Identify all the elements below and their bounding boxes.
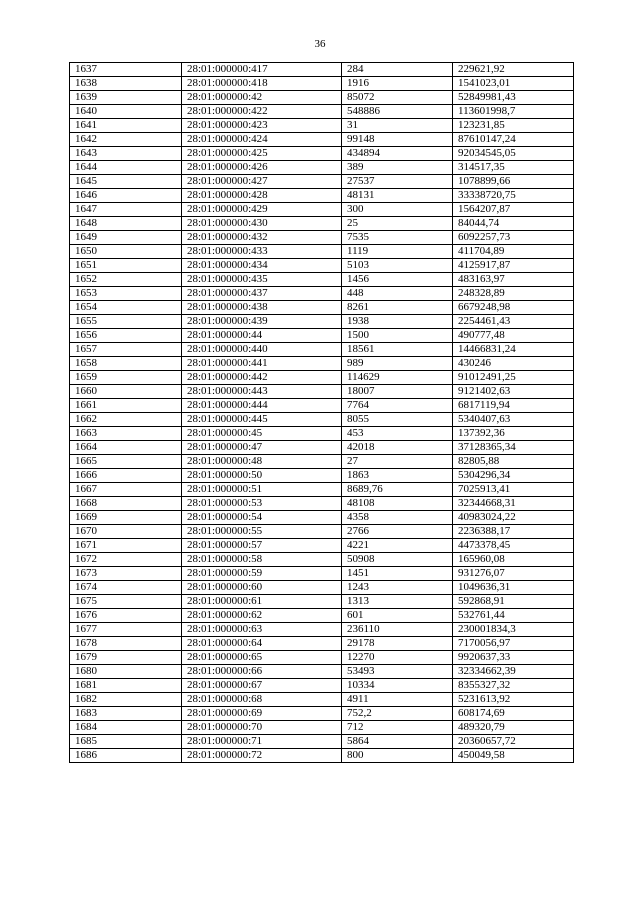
cadastral-number-cell: 28:01:000000:427 — [182, 175, 342, 189]
row-number-cell: 1685 — [70, 735, 182, 749]
table-row — [70, 133, 574, 147]
table-row — [70, 581, 574, 595]
value-cell: 931276,07 — [453, 567, 574, 581]
value-cell: 5304296,34 — [453, 469, 574, 483]
value-cell: 6817119,94 — [453, 399, 574, 413]
row-number-cell: 1676 — [70, 609, 182, 623]
row-number-cell: 1650 — [70, 245, 182, 259]
value-cell: 165960,08 — [453, 553, 574, 567]
value-cell: 2254461,43 — [453, 315, 574, 329]
table-row — [70, 63, 574, 77]
row-number-cell: 1679 — [70, 651, 182, 665]
table-row — [70, 371, 574, 385]
value-cell: 82805,88 — [453, 455, 574, 469]
row-number-cell: 1664 — [70, 441, 182, 455]
cadastral-number-cell: 28:01:000000:437 — [182, 287, 342, 301]
row-number-cell: 1674 — [70, 581, 182, 595]
table-row — [70, 539, 574, 553]
area-cell: 48131 — [342, 189, 453, 203]
cadastral-number-cell: 28:01:000000:430 — [182, 217, 342, 231]
row-number-cell: 1641 — [70, 119, 182, 133]
table-row — [70, 91, 574, 105]
cadastral-number-cell: 28:01:000000:57 — [182, 539, 342, 553]
area-cell: 1916 — [342, 77, 453, 91]
area-cell: 10334 — [342, 679, 453, 693]
value-cell: 5340407,63 — [453, 413, 574, 427]
cadastral-number-cell: 28:01:000000:50 — [182, 469, 342, 483]
row-number-cell: 1682 — [70, 693, 182, 707]
cadastral-number-cell: 28:01:000000:66 — [182, 665, 342, 679]
value-cell: 1078899,66 — [453, 175, 574, 189]
value-cell: 489320,79 — [453, 721, 574, 735]
value-cell: 33338720,75 — [453, 189, 574, 203]
row-number-cell: 1673 — [70, 567, 182, 581]
area-cell: 42018 — [342, 441, 453, 455]
table-row — [70, 609, 574, 623]
cadastral-number-cell: 28:01:000000:444 — [182, 399, 342, 413]
value-cell: 1541023,01 — [453, 77, 574, 91]
cadastral-number-cell: 28:01:000000:438 — [182, 301, 342, 315]
table-row — [70, 441, 574, 455]
row-number-cell: 1638 — [70, 77, 182, 91]
cadastral-number-cell: 28:01:000000:58 — [182, 553, 342, 567]
table-row — [70, 189, 574, 203]
value-cell: 91012491,25 — [453, 371, 574, 385]
cadastral-number-cell: 28:01:000000:423 — [182, 119, 342, 133]
area-cell: 18007 — [342, 385, 453, 399]
row-number-cell: 1651 — [70, 259, 182, 273]
row-number-cell: 1642 — [70, 133, 182, 147]
area-cell: 1500 — [342, 329, 453, 343]
table-row — [70, 735, 574, 749]
value-cell: 1049636,31 — [453, 581, 574, 595]
area-cell: 1243 — [342, 581, 453, 595]
table-row — [70, 497, 574, 511]
row-number-cell: 1678 — [70, 637, 182, 651]
value-cell: 314517,35 — [453, 161, 574, 175]
area-cell: 284 — [342, 63, 453, 77]
value-cell: 490777,48 — [453, 329, 574, 343]
table-row — [70, 455, 574, 469]
area-cell: 99148 — [342, 133, 453, 147]
cadastral-number-cell: 28:01:000000:418 — [182, 77, 342, 91]
row-number-cell: 1637 — [70, 63, 182, 77]
cadastral-number-cell: 28:01:000000:72 — [182, 749, 342, 763]
cadastral-number-cell: 28:01:000000:445 — [182, 413, 342, 427]
area-cell: 29178 — [342, 637, 453, 651]
row-number-cell: 1644 — [70, 161, 182, 175]
area-cell: 50908 — [342, 553, 453, 567]
area-cell: 1456 — [342, 273, 453, 287]
table-row — [70, 749, 574, 763]
table-row — [70, 301, 574, 315]
table-row — [70, 595, 574, 609]
row-number-cell: 1684 — [70, 721, 182, 735]
value-cell: 9121402,63 — [453, 385, 574, 399]
table-row — [70, 413, 574, 427]
area-cell: 1863 — [342, 469, 453, 483]
value-cell: 7025913,41 — [453, 483, 574, 497]
value-cell: 2236388,17 — [453, 525, 574, 539]
area-cell: 448 — [342, 287, 453, 301]
cadastral-number-cell: 28:01:000000:62 — [182, 609, 342, 623]
cadastral-number-cell: 28:01:000000:428 — [182, 189, 342, 203]
value-cell: 92034545,05 — [453, 147, 574, 161]
cadastral-number-cell: 28:01:000000:53 — [182, 497, 342, 511]
value-cell: 532761,44 — [453, 609, 574, 623]
cadastral-number-cell: 28:01:000000:59 — [182, 567, 342, 581]
cadastral-number-cell: 28:01:000000:439 — [182, 315, 342, 329]
row-number-cell: 1654 — [70, 301, 182, 315]
value-cell: 229621,92 — [453, 63, 574, 77]
area-cell: 12270 — [342, 651, 453, 665]
area-cell: 53493 — [342, 665, 453, 679]
value-cell: 7170056,97 — [453, 637, 574, 651]
area-cell: 989 — [342, 357, 453, 371]
cadastral-number-cell: 28:01:000000:61 — [182, 595, 342, 609]
cadastral-number-cell: 28:01:000000:63 — [182, 623, 342, 637]
table-row — [70, 637, 574, 651]
area-cell: 453 — [342, 427, 453, 441]
area-cell: 548886 — [342, 105, 453, 119]
area-cell: 8055 — [342, 413, 453, 427]
row-number-cell: 1671 — [70, 539, 182, 553]
row-number-cell: 1640 — [70, 105, 182, 119]
table-row — [70, 203, 574, 217]
row-number-cell: 1655 — [70, 315, 182, 329]
value-cell: 40983024,22 — [453, 511, 574, 525]
area-cell: 1451 — [342, 567, 453, 581]
value-cell: 411704,89 — [453, 245, 574, 259]
table-row — [70, 483, 574, 497]
value-cell: 248328,89 — [453, 287, 574, 301]
cadastral-number-cell: 28:01:000000:69 — [182, 707, 342, 721]
row-number-cell: 1639 — [70, 91, 182, 105]
value-cell: 430246 — [453, 357, 574, 371]
cadastral-number-cell: 28:01:000000:440 — [182, 343, 342, 357]
area-cell: 1938 — [342, 315, 453, 329]
row-number-cell: 1686 — [70, 749, 182, 763]
table-row — [70, 259, 574, 273]
row-number-cell: 1647 — [70, 203, 182, 217]
area-cell: 85072 — [342, 91, 453, 105]
area-cell: 7535 — [342, 231, 453, 245]
area-cell: 7764 — [342, 399, 453, 413]
area-cell: 752,2 — [342, 707, 453, 721]
table-row — [70, 679, 574, 693]
area-cell: 1313 — [342, 595, 453, 609]
cadastral-number-cell: 28:01:000000:60 — [182, 581, 342, 595]
area-cell: 8689,76 — [342, 483, 453, 497]
area-cell: 389 — [342, 161, 453, 175]
value-cell: 5231613,92 — [453, 693, 574, 707]
area-cell: 434894 — [342, 147, 453, 161]
area-cell: 601 — [342, 609, 453, 623]
row-number-cell: 1658 — [70, 357, 182, 371]
table-row — [70, 567, 574, 581]
row-number-cell: 1653 — [70, 287, 182, 301]
area-cell: 5864 — [342, 735, 453, 749]
cadastral-number-cell: 28:01:000000:425 — [182, 147, 342, 161]
table-row — [70, 707, 574, 721]
cadastral-number-cell: 28:01:000000:417 — [182, 63, 342, 77]
area-cell: 48108 — [342, 497, 453, 511]
value-cell: 20360657,72 — [453, 735, 574, 749]
table-row — [70, 665, 574, 679]
cadastral-number-cell: 28:01:000000:426 — [182, 161, 342, 175]
area-cell: 2766 — [342, 525, 453, 539]
table-row — [70, 357, 574, 371]
table-row — [70, 273, 574, 287]
table-row — [70, 315, 574, 329]
table-row — [70, 623, 574, 637]
cadastral-number-cell: 28:01:000000:55 — [182, 525, 342, 539]
row-number-cell: 1668 — [70, 497, 182, 511]
row-number-cell: 1657 — [70, 343, 182, 357]
value-cell: 8355327,32 — [453, 679, 574, 693]
row-number-cell: 1670 — [70, 525, 182, 539]
area-cell: 712 — [342, 721, 453, 735]
area-cell: 31 — [342, 119, 453, 133]
cadastral-number-cell: 28:01:000000:435 — [182, 273, 342, 287]
table-row — [70, 469, 574, 483]
cadastral-number-cell: 28:01:000000:429 — [182, 203, 342, 217]
table-row — [70, 231, 574, 245]
cadastral-number-cell: 28:01:000000:71 — [182, 735, 342, 749]
value-cell: 123231,85 — [453, 119, 574, 133]
value-cell: 87610147,24 — [453, 133, 574, 147]
row-number-cell: 1649 — [70, 231, 182, 245]
cadastral-number-cell: 28:01:000000:424 — [182, 133, 342, 147]
table-row — [70, 721, 574, 735]
table-row — [70, 119, 574, 133]
cadastral-number-cell: 28:01:000000:70 — [182, 721, 342, 735]
cadastral-number-cell: 28:01:000000:422 — [182, 105, 342, 119]
value-cell: 4125917,87 — [453, 259, 574, 273]
area-cell: 114629 — [342, 371, 453, 385]
value-cell: 32344668,31 — [453, 497, 574, 511]
row-number-cell: 1648 — [70, 217, 182, 231]
cadastral-number-cell: 28:01:000000:67 — [182, 679, 342, 693]
row-number-cell: 1672 — [70, 553, 182, 567]
value-cell: 52849981,43 — [453, 91, 574, 105]
table-row — [70, 385, 574, 399]
value-cell: 608174,69 — [453, 707, 574, 721]
row-number-cell: 1683 — [70, 707, 182, 721]
value-cell: 450049,58 — [453, 749, 574, 763]
area-cell: 4358 — [342, 511, 453, 525]
area-cell: 4911 — [342, 693, 453, 707]
row-number-cell: 1663 — [70, 427, 182, 441]
table-row — [70, 77, 574, 91]
row-number-cell: 1645 — [70, 175, 182, 189]
table-row — [70, 651, 574, 665]
area-cell: 27537 — [342, 175, 453, 189]
value-cell: 113601998,7 — [453, 105, 574, 119]
row-number-cell: 1643 — [70, 147, 182, 161]
table-row — [70, 329, 574, 343]
data-table — [69, 62, 574, 763]
value-cell: 483163,97 — [453, 273, 574, 287]
area-cell: 8261 — [342, 301, 453, 315]
row-number-cell: 1666 — [70, 469, 182, 483]
value-cell: 6092257,73 — [453, 231, 574, 245]
row-number-cell: 1681 — [70, 679, 182, 693]
table-row — [70, 693, 574, 707]
table-row — [70, 427, 574, 441]
area-cell: 300 — [342, 203, 453, 217]
cadastral-number-cell: 28:01:000000:54 — [182, 511, 342, 525]
value-cell: 84044,74 — [453, 217, 574, 231]
value-cell: 6679248,98 — [453, 301, 574, 315]
row-number-cell: 1659 — [70, 371, 182, 385]
table-row — [70, 147, 574, 161]
value-cell: 32334662,39 — [453, 665, 574, 679]
cadastral-number-cell: 28:01:000000:442 — [182, 371, 342, 385]
value-cell: 9920637,33 — [453, 651, 574, 665]
area-cell: 4221 — [342, 539, 453, 553]
row-number-cell: 1660 — [70, 385, 182, 399]
area-cell: 25 — [342, 217, 453, 231]
cadastral-number-cell: 28:01:000000:434 — [182, 259, 342, 273]
value-cell: 137392,36 — [453, 427, 574, 441]
cadastral-number-cell: 28:01:000000:51 — [182, 483, 342, 497]
cadastral-number-cell: 28:01:000000:432 — [182, 231, 342, 245]
area-cell: 236110 — [342, 623, 453, 637]
table-row — [70, 161, 574, 175]
value-cell: 230001834,3 — [453, 623, 574, 637]
table-row — [70, 245, 574, 259]
value-cell: 592868,91 — [453, 595, 574, 609]
cadastral-number-cell: 28:01:000000:44 — [182, 329, 342, 343]
cadastral-number-cell: 28:01:000000:441 — [182, 357, 342, 371]
row-number-cell: 1667 — [70, 483, 182, 497]
cadastral-number-cell: 28:01:000000:42 — [182, 91, 342, 105]
table-row — [70, 175, 574, 189]
row-number-cell: 1646 — [70, 189, 182, 203]
cadastral-number-cell: 28:01:000000:47 — [182, 441, 342, 455]
row-number-cell: 1661 — [70, 399, 182, 413]
row-number-cell: 1652 — [70, 273, 182, 287]
page-number: 36 — [314, 38, 326, 50]
row-number-cell: 1680 — [70, 665, 182, 679]
cadastral-number-cell: 28:01:000000:48 — [182, 455, 342, 469]
table-row — [70, 343, 574, 357]
area-cell: 5103 — [342, 259, 453, 273]
cadastral-number-cell: 28:01:000000:68 — [182, 693, 342, 707]
value-cell: 4473378,45 — [453, 539, 574, 553]
cadastral-number-cell: 28:01:000000:45 — [182, 427, 342, 441]
value-cell: 1564207,87 — [453, 203, 574, 217]
value-cell: 14466831,24 — [453, 343, 574, 357]
table-row — [70, 525, 574, 539]
table-row — [70, 511, 574, 525]
table-row — [70, 105, 574, 119]
row-number-cell: 1677 — [70, 623, 182, 637]
table-row — [70, 287, 574, 301]
row-number-cell: 1662 — [70, 413, 182, 427]
table-row — [70, 217, 574, 231]
table-row — [70, 553, 574, 567]
cadastral-number-cell: 28:01:000000:443 — [182, 385, 342, 399]
row-number-cell: 1675 — [70, 595, 182, 609]
row-number-cell: 1669 — [70, 511, 182, 525]
cadastral-number-cell: 28:01:000000:64 — [182, 637, 342, 651]
area-cell: 18561 — [342, 343, 453, 357]
row-number-cell: 1665 — [70, 455, 182, 469]
cadastral-number-cell: 28:01:000000:433 — [182, 245, 342, 259]
row-number-cell: 1656 — [70, 329, 182, 343]
value-cell: 37128365,34 — [453, 441, 574, 455]
table-body — [70, 63, 574, 763]
cadastral-number-cell: 28:01:000000:65 — [182, 651, 342, 665]
table-row — [70, 399, 574, 413]
area-cell: 800 — [342, 749, 453, 763]
area-cell: 27 — [342, 455, 453, 469]
area-cell: 1119 — [342, 245, 453, 259]
